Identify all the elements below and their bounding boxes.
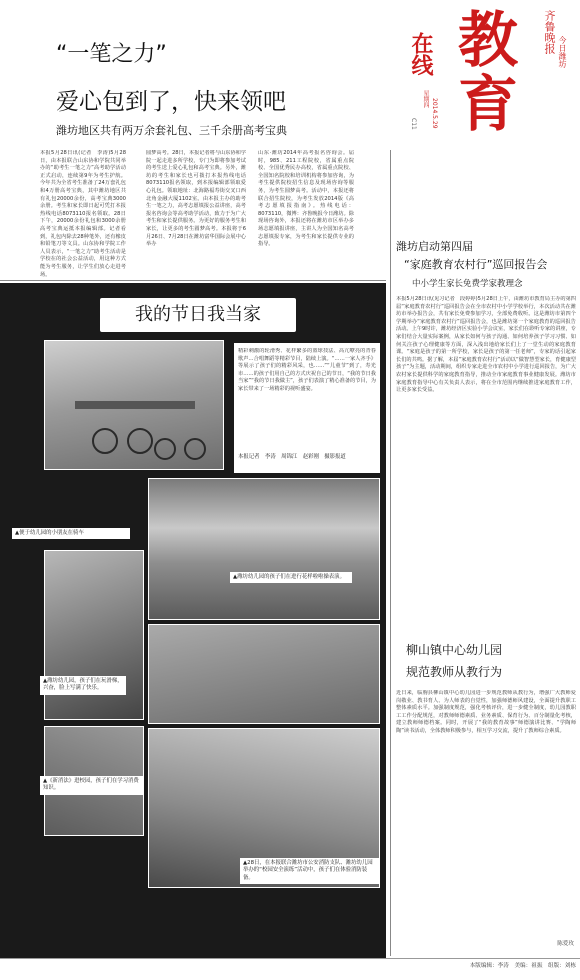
caption-stage: ▲潍坊幼儿园的孩子们在进行花样啦啦操表演。 <box>230 572 352 583</box>
masthead <box>404 8 574 148</box>
caption-slide: ▲潍坊幼儿园，孩子们在玩滑梯，兴奋，脸上写满了快乐。 <box>40 676 126 695</box>
masthead-big-chars: 教育 <box>448 8 518 136</box>
lead-subhead: 潍坊地区共有两万余套礼包、三千余册高考宝典 <box>56 124 287 137</box>
caption-firefighter: ▲28日，在本报联合潍坊市公安消防支队、潍坊幼儿园举办的“校园安全演练”活动中，孩子们在体验消防装备。 <box>240 858 380 884</box>
right-body-1: 本报5月28日讯(见习记者 段婷婷)5月28日上午，由潍坊市教育局主办的第四届“家庭教育农村行”巡回报告会在全市农村中小学学校举行，本次活动共在潍坊市举办报告会，共有家长免费参加学习，全部免费收听。这是潍坊市第四个学期举办“家庭教育农村行”巡回报告会，也是潍坊第一个家庭教育的巡回报告活动。上午9时许，潍坊经济区实验小学会议室，家长们在聆听专家的讲座，专家们结合大量实际案例，从家长如何与孩子沟通、如何培养孩子学习习惯、如何关注孩子心理健康等方面，深入浅出地给家长们上了一堂生动的家庭教育课。“家庭是孩子的第一所学校，家长是孩子的第一任老师”，专家的话引起家长们的共鸣。据了解，本届“家庭教育农村行”活动以“做智慧型家长，育健康型孩子”为主题，活动期间，组织专家走进全市农村中小学进行巡回报告，为广大农村家长提供科学的家庭教育指导，推动全市家庭教育事业健康发展。潍坊市家庭教育指导中心有关负责人表示，将在全市范围内继续推进家庭教育工作，让更多家长受益。 <box>396 296 576 394</box>
footer-rule <box>0 958 580 959</box>
right-headline-5: 规范教师从教行为 <box>406 665 503 679</box>
right-headline-1: 潍坊启动第四届 <box>396 240 473 253</box>
gallery-byline: 本报记者 李涛 周锦江 赵彩刚 摄影报道 <box>238 454 346 460</box>
right-headline-3: 中小学生家长免费学家教理念 <box>412 279 523 289</box>
lead-col-2: 圆梦高考。28日，本报记者将与山东协和学院一起走进多所学校，专门为即将参加考试的考生送上爱心礼包和高考宝典。另外，潍坊的考生和家长也可拨打本报热线电话8073110报名领取，到本报编辑部领取爱心礼包。领取地址：北海路福寿街交叉口西北角金融大厦1102室。由本报主办的助考生一笔之力，高考志愿填报公益讲座，高考报名咨询会等高考助学活动，致力于为广大考生和家长提供服务。为更好的服务考生和家长，让更多的考生圆梦高考。本报将于6月26日、7月28日在潍坊富华国际会展中心举办 <box>146 150 246 248</box>
right-headline-4: 柳山镇中心幼儿园 <box>406 643 503 657</box>
masthead-page: C11 <box>410 118 417 130</box>
masthead-online: 在线 <box>408 32 433 76</box>
caption-classroom: ▲《新消法》进校园，孩子们在学习消费知识。 <box>40 776 144 795</box>
lead-kicker: “一笔之力” <box>56 42 167 67</box>
lead-col-1: 本报5月28日讯(记者 李涛)5月28日，由本报联合山东协和学院共同举办的“助考生一笔之力”高考助学活动正式启动，连续第9年为考生护航。今年共为全省考生准备了24万套礼包和4万册高考宝典，其中潍坊地区共有礼包20000余份，高考宝典3000余册。考生和家长即日起可凭打本报热线电话8073110报名领取。28日下午，20000余份礼包和3000余册高考宝典运抵本报编辑部。记者看到，礼包内除去28种笔外，还有橡皮和铅笔刀等文具。山东协和学院工作人员表示，“一笔之力”助考生活动是学校在的社会公益活动，用这种方式能为考生服务，让学生们放心走进考场。 <box>40 150 126 278</box>
footer-credits: 本版编辑：李涛 美编：祖振 组版：刘栋 <box>469 963 576 969</box>
caption-bicycles: ▲便于幼儿园的小朋友在骑车 <box>12 528 130 539</box>
gallery-story: 精彩刺激的轮滑秀、花样繁多的篮球技法、高亢嘹亮的青春歌声…合唱舞蹈等精彩节目，陆续上演。“……一家人齐手》等展示了孩子们的精彩风采，也……”“儿童节”到了，寿光市……的孩子们用自己的方式庆祝自己的节日，“我的节日我当家”“我的节日我做主”，孩子们表演了精心准备的节目，为家长带来了一场精彩的视听盛宴。 <box>238 348 376 392</box>
photo-stage <box>148 478 380 620</box>
masthead-weifang: 今日潍坊 <box>558 36 567 68</box>
right-byline: 陈爱玫 <box>557 941 574 947</box>
photo-cheer <box>148 624 380 724</box>
bicycle-icon <box>45 341 224 470</box>
column-divider <box>390 150 391 956</box>
lead-headline: 爱心包到了，快来领吧 <box>56 89 286 115</box>
masthead-weekday: 星期四 <box>422 90 429 108</box>
right-body-2: 近日来，临朐县柳山镇中心幼儿园进一步规范教师从教行为，增强广大教师爱岗敬业、教书育人、为人师表的自觉性，加强师德师风建设，全面提升教职工整体素质水平。加强制度规范，强化考核评价，进一步健全制度，幼儿园教职工工作分配规范，对教师师德素质、业务素质、保育行为、百分制量化考核，建立教师师德档案。同时，开展了“我的教育故事”师德演讲比赛、“学陶师陶”读书活动，全体教师积极参与，相互学习交流，提升了教师综合素质。 <box>396 690 576 734</box>
gallery-title: 我的节日我当家 <box>135 304 261 325</box>
right-headline-2: “家庭教育农村行”巡回报告会 <box>404 258 548 271</box>
lead-col-3: 山东·潍坊2014年高考报名咨询会。届时，985、211工程院校，省属重点院校、全国优秀民办高校，省属重点院校、全国知名院校和培训机构将参加咨询，为考生提供院校招生信息及现场咨询等服务，为考生圆梦高考。活动中，本报还将联合招生院校，为考生发放2014版《高考志愿填报指南》。热线电话：8073110，微博：齐鲁晚报今日潍坊。除现场咨询外，本报还将在潍坊市区举办多场志愿填报讲座，主讲人为全国知名高考志愿填报专家，为考生和家长提供专业的指导。 <box>258 150 354 248</box>
photo-bicycles <box>44 340 224 470</box>
masthead-paper-name: 齐鲁晚报 <box>543 10 556 54</box>
masthead-date: 2014.5.29 <box>431 98 438 129</box>
separator <box>0 280 386 281</box>
